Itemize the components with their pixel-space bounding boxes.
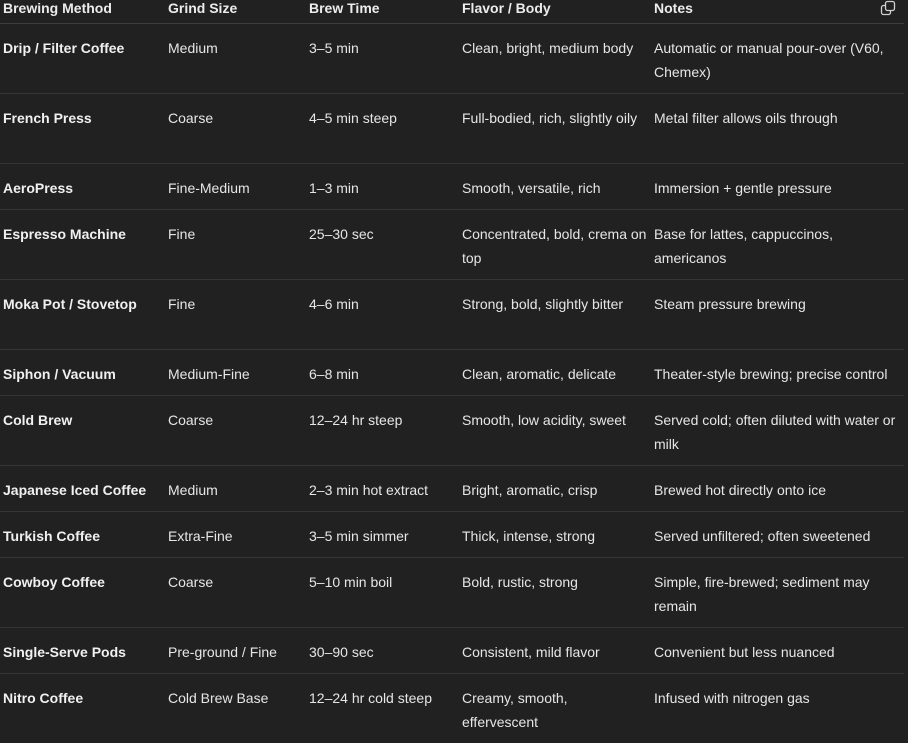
cell-notes: Convenient but less nuanced [651, 628, 904, 674]
cell-notes: Steam pressure brewing [651, 280, 904, 350]
cell-brew-time: 12–24 hr cold steep [306, 674, 459, 743]
header-notes-label: Notes [654, 0, 693, 16]
header-grind-size: Grind Size [165, 0, 306, 24]
table-row [0, 280, 904, 350]
cell-brew-time: 6–8 min [306, 350, 459, 396]
cell-brewing-method: Cowboy Coffee [0, 558, 165, 628]
cell-notes: Infused with nitrogen gas [651, 674, 904, 743]
cell-brew-time: 4–5 min steep [306, 94, 459, 164]
header-brewing-method: Brewing Method [0, 0, 165, 24]
cell-brew-time: 5–10 min boil [306, 558, 459, 628]
table-row [0, 628, 904, 674]
cell-grind-size: Medium [165, 24, 306, 94]
cell-brewing-method: Drip / Filter Coffee [0, 24, 165, 94]
cell-brew-time: 4–6 min [306, 280, 459, 350]
cell-notes: Immersion + gentle pressure [651, 164, 904, 210]
cell-brewing-method: Nitro Coffee [0, 674, 165, 743]
cell-brew-time: 3–5 min simmer [306, 512, 459, 558]
cell-grind-size: Fine [165, 210, 306, 280]
cell-grind-size: Extra-Fine [165, 512, 306, 558]
table-row [0, 24, 904, 94]
cell-grind-size: Medium [165, 466, 306, 512]
cell-notes: Served unfiltered; often sweetened [651, 512, 904, 558]
table-row [0, 558, 904, 628]
copy-icon[interactable] [880, 0, 896, 16]
cell-flavor-body: Clean, aromatic, delicate [459, 350, 651, 396]
cell-brewing-method: AeroPress [0, 164, 165, 210]
cell-brewing-method: Japanese Iced Coffee [0, 466, 165, 512]
cell-brewing-method: Moka Pot / Stovetop [0, 280, 165, 350]
cell-brewing-method: Turkish Coffee [0, 512, 165, 558]
cell-notes: Automatic or manual pour-over (V60, Chemex) [651, 24, 904, 94]
header-flavor-body: Flavor / Body [459, 0, 651, 24]
cell-grind-size: Coarse [165, 396, 306, 466]
cell-notes: Brewed hot directly onto ice [651, 466, 904, 512]
table-row [0, 210, 904, 280]
cell-flavor-body: Full-bodied, rich, slightly oily [459, 94, 651, 164]
cell-flavor-body: Bright, aromatic, crisp [459, 466, 651, 512]
cell-brewing-method: French Press [0, 94, 165, 164]
table-body [0, 24, 904, 743]
cell-flavor-body: Strong, bold, slightly bitter [459, 280, 651, 350]
cell-notes: Base for lattes, cappuccinos, americanos [651, 210, 904, 280]
cell-grind-size: Cold Brew Base [165, 674, 306, 743]
cell-flavor-body: Concentrated, bold, crema on top [459, 210, 651, 280]
cell-brewing-method: Cold Brew [0, 396, 165, 466]
cell-grind-size: Pre-ground / Fine [165, 628, 306, 674]
cell-brew-time: 1–3 min [306, 164, 459, 210]
cell-flavor-body: Clean, bright, medium body [459, 24, 651, 94]
cell-flavor-body: Smooth, versatile, rich [459, 164, 651, 210]
cell-flavor-body: Smooth, low acidity, sweet [459, 396, 651, 466]
cell-brew-time: 30–90 sec [306, 628, 459, 674]
cell-notes: Served cold; often diluted with water or milk [651, 396, 904, 466]
cell-flavor-body: Creamy, smooth, effervescent [459, 674, 651, 743]
cell-grind-size: Coarse [165, 558, 306, 628]
cell-grind-size: Medium-Fine [165, 350, 306, 396]
table-row [0, 396, 904, 466]
table-row [0, 466, 904, 512]
table-row [0, 350, 904, 396]
cell-notes: Metal filter allows oils through [651, 94, 904, 164]
cell-notes: Theater-style brewing; precise control [651, 350, 904, 396]
table-row [0, 94, 904, 164]
cell-grind-size: Fine [165, 280, 306, 350]
cell-notes: Simple, fire-brewed; sediment may remain [651, 558, 904, 628]
cell-flavor-body: Consistent, mild flavor [459, 628, 651, 674]
cell-brewing-method: Single-Serve Pods [0, 628, 165, 674]
cell-brewing-method: Espresso Machine [0, 210, 165, 280]
cell-brewing-method: Siphon / Vacuum [0, 350, 165, 396]
table-row [0, 164, 904, 210]
header-row [0, 0, 904, 24]
cell-brew-time: 2–3 min hot extract [306, 466, 459, 512]
header-brew-time: Brew Time [306, 0, 459, 24]
cell-grind-size: Fine-Medium [165, 164, 306, 210]
cell-brew-time: 12–24 hr steep [306, 396, 459, 466]
cell-flavor-body: Bold, rustic, strong [459, 558, 651, 628]
cell-brew-time: 3–5 min [306, 24, 459, 94]
table-row [0, 512, 904, 558]
cell-brew-time: 25–30 sec [306, 210, 459, 280]
header-notes [651, 0, 904, 24]
table-row [0, 674, 904, 743]
cell-flavor-body: Thick, intense, strong [459, 512, 651, 558]
cell-grind-size: Coarse [165, 94, 306, 164]
table-header [0, 0, 904, 24]
